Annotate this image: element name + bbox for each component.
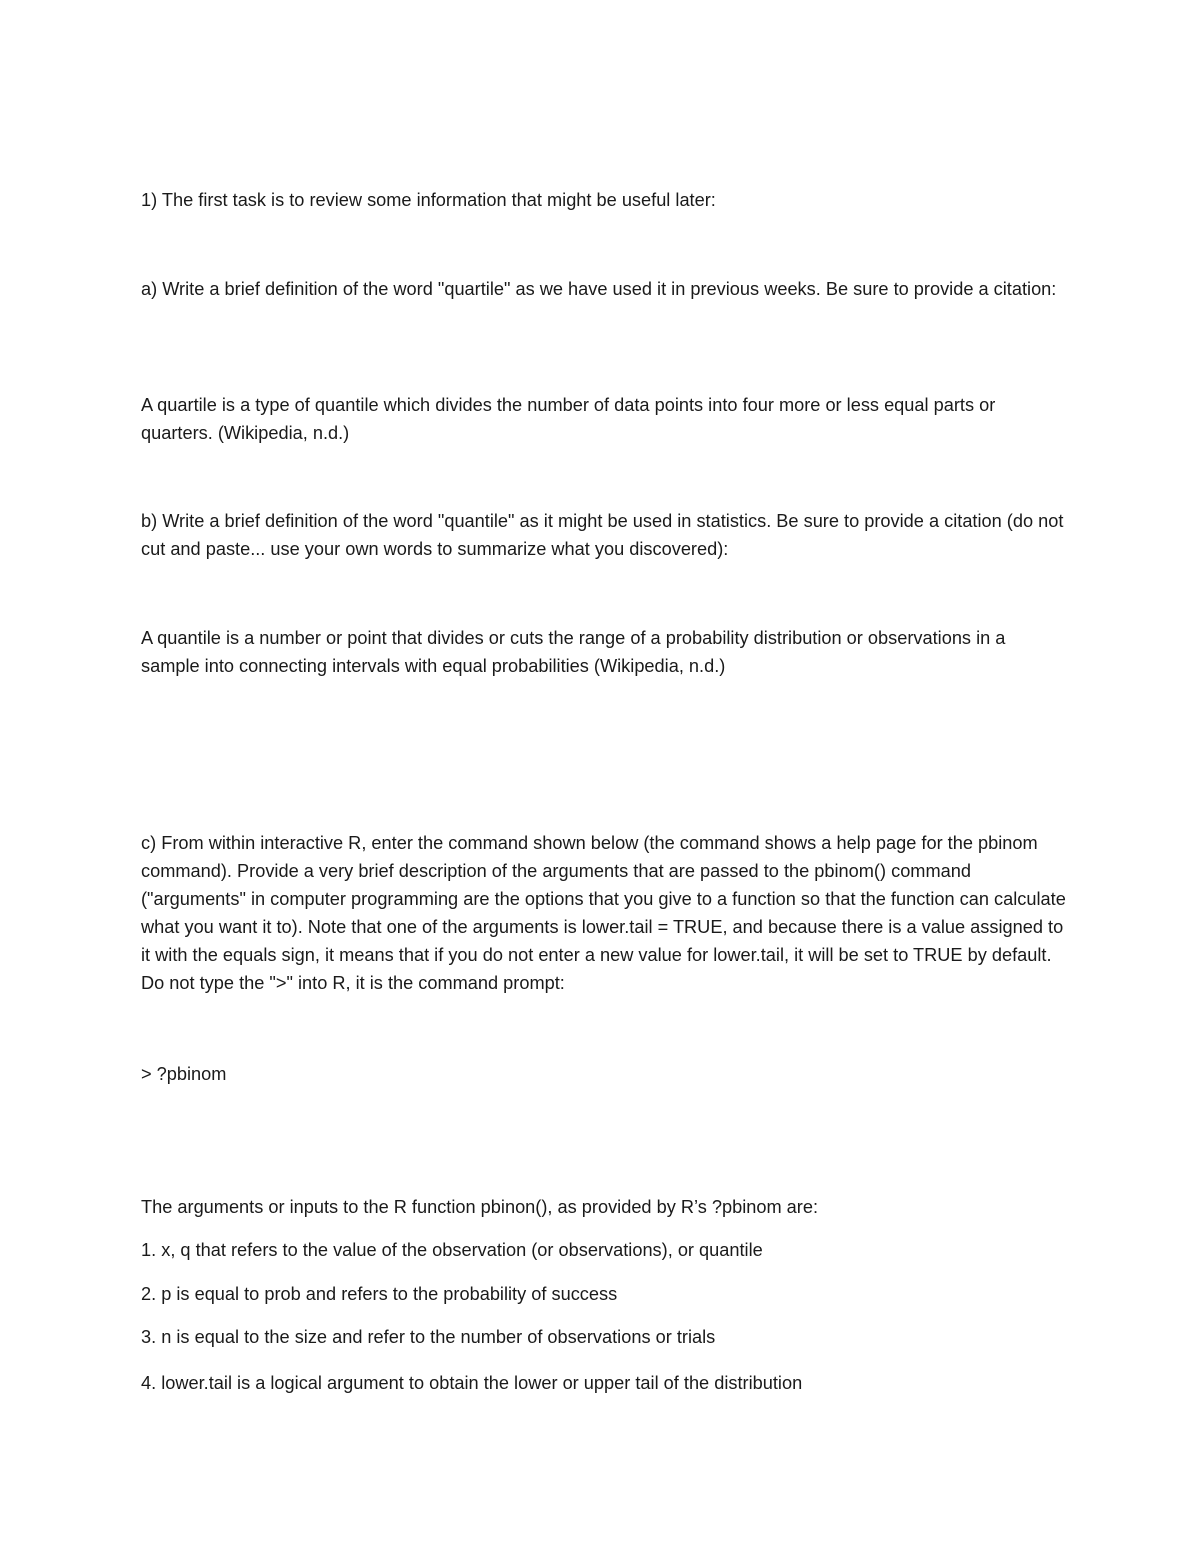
answer-a: A quartile is a type of quantile which divides the number of data points into four more or less equal parts or quarters. (Wikipedia, n.d.) [141, 395, 996, 443]
arguments-intro: The arguments or inputs to the R function pbinon(), as provided by R’s ?pbinom are: [141, 1197, 819, 1217]
argument-item-4: 4. lower.tail is a logical argument to obtain the lower or upper tail of the distribution [141, 1373, 803, 1393]
question-a: a) Write a brief definition of the word "quartile" as we have used it in previous weeks. Be sure to provide a citation: [141, 279, 1057, 299]
r-command: > ?pbinom [141, 1064, 227, 1084]
question-b: b) Write a brief definition of the word "quantile" as it might be used in statistics. Be sure to provide a citation (do not cut and paste... use your own words to summarize what you discovered): [141, 511, 1064, 559]
task-intro: 1) The first task is to review some information that might be useful later: [141, 190, 716, 210]
question-c: c) From within interactive R, enter the command shown below (the command shows a help page for the pbinom command). Provide a very brief description of the arguments that are passed to the pbinom() command ("arguments" in computer programming are the options that you give to a function so that the function can calculate what you want it to). Note that one of the arguments is lower.tail = TRUE, and because there is a value assigned to it with the equals sign, it means that if you do not enter a new value for lower.tail, it will be set to TRUE by default. Do not type the ">" into R, it is the command prompt: [141, 833, 1066, 993]
argument-item-1: 1. x, q that refers to the value of the observation (or observations), or quantile [141, 1240, 763, 1260]
argument-item-3: 3. n is equal to the size and refer to the number of observations or trials [141, 1327, 716, 1347]
answer-b: A quantile is a number or point that divides or cuts the range of a probability distribution or observations in a sample into connecting intervals with equal probabilities (Wikipedia, n.d.) [141, 628, 1006, 676]
argument-item-2: 2. p is equal to prob and refers to the probability of success [141, 1284, 618, 1304]
